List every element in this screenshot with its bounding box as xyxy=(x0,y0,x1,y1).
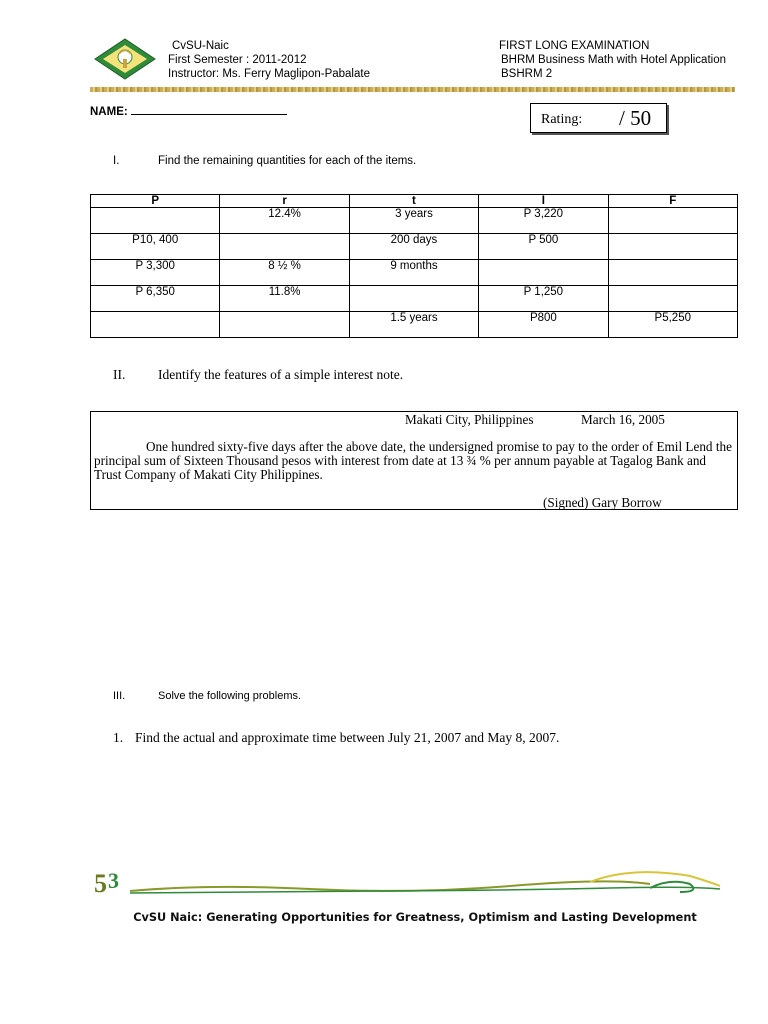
table-cell xyxy=(608,208,737,234)
semester: First Semester : 2011-2012 xyxy=(168,54,307,66)
school-logo-icon xyxy=(93,37,157,81)
svg-text:5: 5 xyxy=(94,869,107,898)
header-f: F xyxy=(608,195,737,208)
promissory-note xyxy=(90,411,738,510)
table-cell xyxy=(91,312,220,338)
table-cell: 1.5 years xyxy=(349,312,478,338)
table-cell: P10, 400 xyxy=(91,234,220,260)
table-cell xyxy=(220,312,349,338)
table-row xyxy=(91,286,738,312)
header-divider xyxy=(90,87,735,92)
header-p: P xyxy=(91,195,220,208)
table-cell: P 500 xyxy=(479,234,608,260)
table-cell: P 6,350 xyxy=(91,286,220,312)
table-cell: 8 ½ % xyxy=(220,260,349,286)
section-2-number: II. xyxy=(113,367,126,382)
table-cell xyxy=(349,286,478,312)
table-cell xyxy=(220,234,349,260)
header-right-block xyxy=(499,39,759,81)
table-cell: P5,250 xyxy=(608,312,737,338)
table-cell: P800 xyxy=(479,312,608,338)
table-cell: P 3,220 xyxy=(479,208,608,234)
quantities-table xyxy=(90,194,738,338)
problem-number: 1. xyxy=(113,730,124,745)
header-t: t xyxy=(349,195,478,208)
table-cell xyxy=(608,234,737,260)
table-cell: P 3,300 xyxy=(91,260,220,286)
problem-item xyxy=(113,730,559,746)
section-3-number: III. xyxy=(113,690,126,702)
note-body: One hundred sixty-five days after the above date, the undersigned promise to pay to the order of Emil Lend the principal sum of Sixteen Thousand pesos with interest from date at 13 ¾ % per annum payable at Tagalog Bank and Trust Company of Makati City Philippines. xyxy=(94,439,732,482)
footer-tagline: CvSU Naic: Generating Opportunities for Greatness, Optimism and Lasting Development xyxy=(133,911,697,924)
section-1-instruction: Find the remaining quantities for each of the items. xyxy=(158,155,417,167)
table-cell xyxy=(479,260,608,286)
problem-text: Find the actual and approximate time between July 21, 2007 and May 8, 2007. xyxy=(135,730,560,745)
name-label: NAME: xyxy=(90,106,128,118)
header-left-block xyxy=(168,39,468,81)
table-cell: P 1,250 xyxy=(479,286,608,312)
svg-text:3: 3 xyxy=(108,868,119,893)
section-2-instruction: Identify the features of a simple interest note. xyxy=(158,367,404,382)
school-name: CvSU-Naic xyxy=(172,40,229,52)
table-row xyxy=(91,260,738,286)
class-section: BSHRM 2 xyxy=(501,68,553,80)
name-blank-line[interactable] xyxy=(131,104,287,115)
note-date: March 16, 2005 xyxy=(581,412,665,427)
note-place: Makati City, Philippines xyxy=(405,412,534,427)
section-1-number: I. xyxy=(113,155,120,167)
table-row xyxy=(91,312,738,338)
table-cell: 12.4% xyxy=(220,208,349,234)
name-field[interactable] xyxy=(90,104,287,118)
header-r: r xyxy=(220,195,349,208)
exam-title: FIRST LONG EXAMINATION xyxy=(499,40,650,52)
course-title: BHRM Business Math with Hotel Application xyxy=(501,54,726,66)
section-3-instruction: Solve the following problems. xyxy=(158,690,302,702)
footer-anniversary-logo-icon xyxy=(90,862,730,912)
rating-box xyxy=(530,103,667,133)
table-header-row xyxy=(91,195,738,208)
table-row xyxy=(91,208,738,234)
table-cell: 200 days xyxy=(349,234,478,260)
rating-score: / 50 xyxy=(619,106,652,130)
note-signature: (Signed) Gary Borrow xyxy=(543,495,662,510)
table-cell xyxy=(91,208,220,234)
table-cell xyxy=(608,260,737,286)
table-cell: 11.8% xyxy=(220,286,349,312)
table-cell: 9 months xyxy=(349,260,478,286)
table-cell xyxy=(608,286,737,312)
instructor: Instructor: Ms. Ferry Maglipon-Pabalate xyxy=(168,68,370,80)
header-i: I xyxy=(479,195,608,208)
table-row xyxy=(91,234,738,260)
rating-label: Rating: xyxy=(541,112,583,127)
table-cell: 3 years xyxy=(349,208,478,234)
